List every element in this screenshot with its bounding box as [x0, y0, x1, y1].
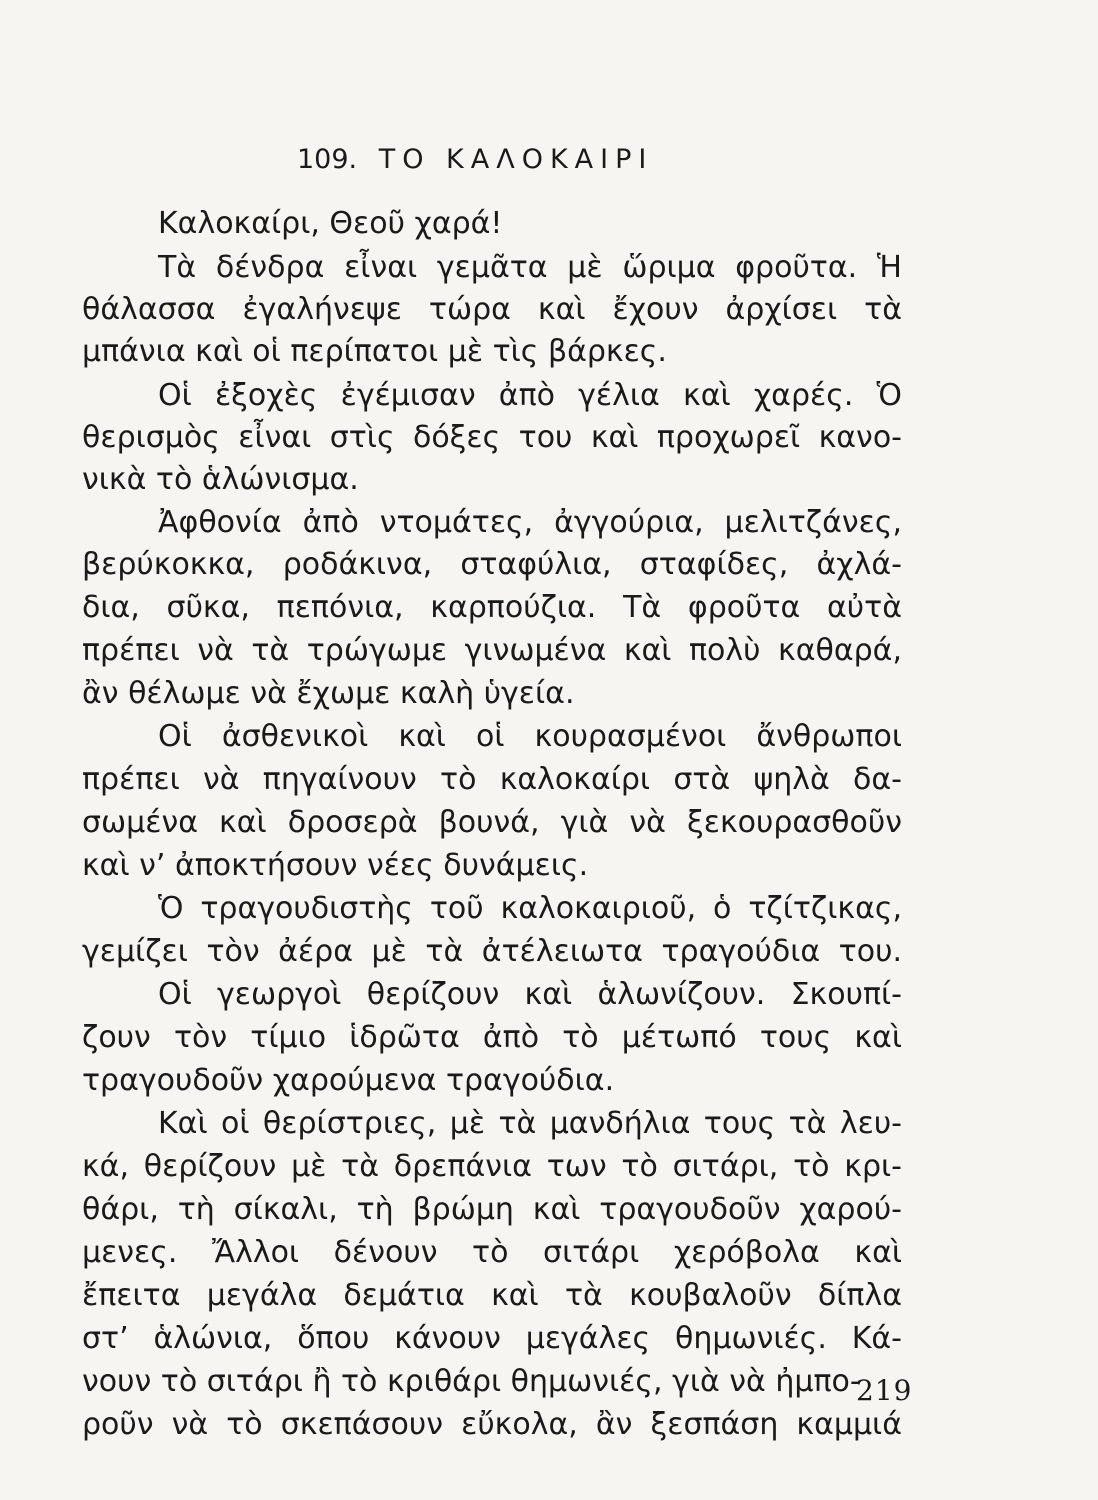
text-line: Καὶ οἱ θερίστριες, μὲ τὰ μανδήλια τους τὰ λευ-: [158, 1106, 902, 1141]
text-line: καὶ ν’ ἀποκτήσουν νέες δυνάμεις.: [82, 848, 589, 883]
text-line: σωμένα καὶ δροσερὰ βουνά, γιὰ νὰ ξεκουρασθοῦν: [82, 805, 902, 840]
text-line: ζουν τὸν τίμιο ἱδρῶτα ἀπὸ τὸ μέτωπό τους καὶ: [82, 1020, 902, 1055]
text-line: Τὰ δένδρα εἶναι γεμᾶτα μὲ ὥριμα φροῦτα. Ἡ: [158, 250, 902, 285]
text-line: θερισμὸς εἶναι στὶς δόξες του καὶ προχωρεῖ κανο-: [82, 420, 902, 455]
text-line: ροῦν νὰ τὸ σκεπάσουν εὔκολα, ἂν ξεσπάση καμμιά: [82, 1407, 902, 1442]
text-line: Οἱ γεωργοὶ θερίζουν καὶ ἁλωνίζουν. Σκουπί-: [158, 977, 902, 1012]
text-line: νουν τὸ σιτάρι ἢ τὸ κριθάρι θημωνιές, γιὰ νὰ ἠμπο-: [82, 1364, 861, 1399]
text-line: Ὁ τραγουδιστὴς τοῦ καλοκαιριοῦ, ὁ τζίτζικας,: [158, 891, 902, 926]
chapter-heading: [297, 144, 653, 175]
text-line: στ’ ἁλώνια, ὅπου κάνουν μεγάλες θημωνιές. Κά-: [82, 1321, 902, 1356]
text-line: μενες. Ἄλλοι δένουν τὸ σιτάρι χερόβολα καὶ: [82, 1235, 902, 1270]
text-line: πρέπει νὰ τὰ τρώγωμε γινωμένα καὶ πολὺ καθαρά,: [82, 633, 902, 668]
text-line: Ἀφθονία ἀπὸ ντομάτες, ἀγγούρια, μελιτζάνες,: [158, 505, 902, 540]
text-line: κά, θερίζουν μὲ τὰ δρεπάνια των τὸ σιτάρι, τὸ κρι-: [82, 1149, 902, 1184]
chapter-number: 109.: [297, 144, 358, 175]
text-line: βερύκοκκα, ροδάκινα, σταφύλια, σταφίδες, ἀχλά-: [82, 547, 902, 582]
text-line: νικὰ τὸ ἁλώνισμα.: [82, 462, 359, 497]
text-line: πρέπει νὰ πηγαίνουν τὸ καλοκαίρι στὰ ψηλὰ δα-: [82, 762, 902, 797]
text-line: Οἱ ἐξοχὲς ἐγέμισαν ἀπὸ γέλια καὶ χαρές. Ὁ: [158, 378, 902, 413]
text-line: μπάνια καὶ οἱ περίπατοι μὲ τὶς βάρκες.: [82, 334, 667, 369]
text-line: τραγουδοῦν χαρούμενα τραγούδια.: [82, 1063, 615, 1098]
text-line: ἂν θέλωμε νὰ ἔχωμε καλὴ ὑγεία.: [82, 676, 575, 711]
text-line: Οἱ ἀσθενικοὶ καὶ οἱ κουρασμένοι ἄνθρωποι: [158, 719, 902, 754]
text-line: θάλασσα ἐγαλήνεψε τώρα καὶ ἔχουν ἀρχίσει τὰ: [82, 292, 902, 327]
text-line: Καλοκαίρι, Θεοῦ χαρά!: [158, 206, 503, 241]
text-line: γεμίζει τὸν ἀέρα μὲ τὰ ἀτέλειωτα τραγούδια του.: [82, 934, 902, 969]
text-line: δια, σῦκα, πεπόνια, καρπούζια. Τὰ φροῦτα αὐτὰ: [82, 590, 902, 625]
chapter-title: ΤΟ ΚΑΛΟΚΑΙΡΙ: [378, 144, 654, 175]
page-number: 219: [856, 1374, 913, 1407]
text-line: θάρι, τὴ σίκαλι, τὴ βρώμη καὶ τραγουδοῦν χαρού-: [82, 1192, 902, 1227]
text-line: ἔπειτα μεγάλα δεμάτια καὶ τὰ κουβαλοῦν δίπλα: [82, 1278, 902, 1313]
